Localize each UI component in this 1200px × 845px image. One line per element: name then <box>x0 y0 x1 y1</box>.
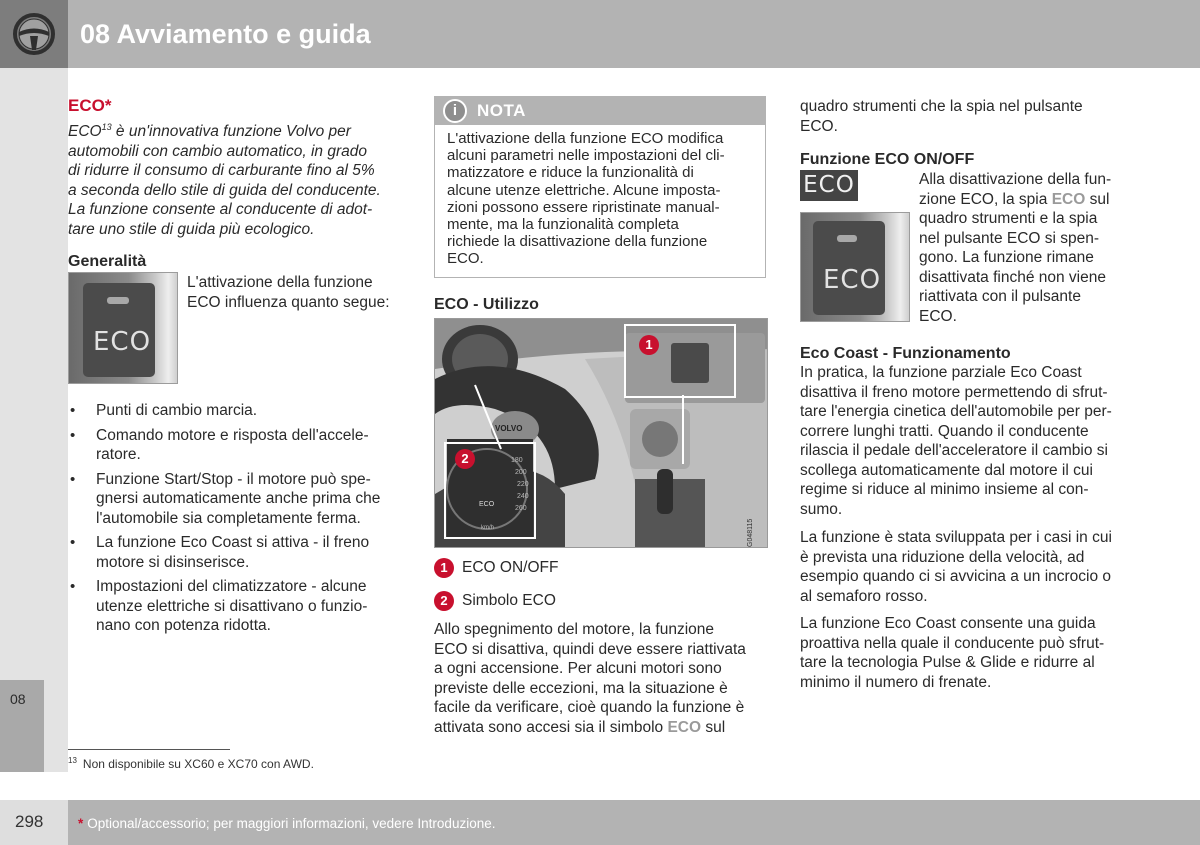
use-heading: ECO - Utilizzo <box>434 296 539 313</box>
gauge-speed: 240 <box>517 493 529 500</box>
note-body <box>435 125 765 268</box>
onoff-text <box>919 170 1149 326</box>
volvo-logo: VOLVO <box>495 424 523 433</box>
legend-marker-1: 1 <box>434 558 454 578</box>
footnote-ref[interactable]: 13 <box>101 121 112 132</box>
footnote-text: Non disponibile su XC60 e XC70 con AWD. <box>82 757 314 771</box>
note-line: matizzatore e riduce la funzionalità di <box>447 164 694 182</box>
paragraph-line: ECO. <box>919 307 957 325</box>
note-line: alcune utenze elettriche. Alcune imposta- <box>447 181 721 199</box>
intro-line: di ridurre il consumo di carburante fino al 5% <box>68 162 375 179</box>
paragraph-line: ECO si disattiva, quindi deve essere riattivata <box>434 640 746 658</box>
list-line: nano con potenza ridotta. <box>96 617 271 634</box>
paragraph-line: correre lunghi tratti. Quando il conducente <box>800 422 1089 440</box>
list-line: motore si disinserisce. <box>96 553 250 571</box>
intro-line: automobili con cambio automatico, in grado <box>68 142 367 160</box>
paragraph-line: nel pulsante ECO si spen- <box>919 229 1100 247</box>
coast-heading: Eco Coast - Funzionamento <box>800 345 1011 362</box>
intro-line: tare uno stile di guida più ecologico. <box>68 220 315 238</box>
gauge-speed: 200 <box>515 469 527 476</box>
general-heading: Generalità <box>68 253 147 270</box>
paragraph-line: rilascia il pedale dell'acceleratore il cambio si <box>800 442 1108 459</box>
list-line: l'automobile sia completamente ferma. <box>96 509 361 527</box>
eco-intro <box>68 122 408 239</box>
list-item <box>68 401 408 421</box>
footer-note-text: Optional/accessorio; per maggiori informazioni, vedere Introduzione. <box>87 816 496 831</box>
paragraph-line: Alla disattivazione della fun- <box>919 171 1112 188</box>
note-line: alcuni parametri nelle impostazioni del cli- <box>447 147 725 165</box>
legend-label-1: ECO ON/OFF <box>462 559 559 577</box>
note-line: richiede la disattivazione della funzione <box>447 233 708 251</box>
paragraph-text: sul <box>701 718 726 736</box>
coast-paragraph-2 <box>800 528 1150 606</box>
eco-button-led <box>837 235 857 242</box>
list-line: • Punti di cambio marcia. <box>96 402 258 419</box>
paragraph-line: Allo spegnimento del motore, la funzione <box>434 621 715 638</box>
continued-text <box>800 97 1140 136</box>
paragraph-line: In pratica, la funzione parziale Eco Coast <box>800 364 1082 381</box>
list-item <box>68 426 408 465</box>
list-line: utenze elettriche si disattivano o funzio- <box>96 597 368 615</box>
eco-button-led <box>107 297 129 304</box>
paragraph-line: quadro strumenti che la spia nel pulsante <box>800 98 1083 115</box>
paragraph-line: riattivata con il pulsante <box>919 288 1081 305</box>
legend-item-2 <box>434 591 556 611</box>
general-text-line: L'attivazione della funzione <box>187 274 373 291</box>
paragraph-line: facile da verificare, cioè quando la funzione è <box>434 699 745 716</box>
list-line: • Funzione Start/Stop - il motore può spe- <box>96 470 371 488</box>
note-header <box>435 97 765 125</box>
gauge-unit: km/h <box>481 525 495 531</box>
list-item <box>68 533 408 572</box>
marker-1: 1 <box>639 335 659 355</box>
general-text <box>187 273 390 312</box>
paragraph-text: sul <box>1085 190 1110 208</box>
list-line: • Impostazioni del climatizzatore - alcune <box>96 578 367 595</box>
note-line: zioni possono essere ripristinate manual- <box>447 198 720 216</box>
paragraph-text: zione ECO, la spia <box>919 190 1052 208</box>
list-item <box>68 577 408 636</box>
list-line: ratore. <box>96 446 141 463</box>
footnote-number: 13 <box>68 756 77 765</box>
paragraph-line <box>919 190 1149 210</box>
intro-eco: ECO <box>68 123 102 140</box>
paragraph-line: sumo. <box>800 500 843 518</box>
coast-paragraph-3 <box>800 614 1150 692</box>
intro-line: a seconda dello stile di guida del conducente. <box>68 181 381 199</box>
legend-item-1 <box>434 558 558 578</box>
paragraph-line: previste delle eccezioni, ma la situazione è <box>434 679 728 697</box>
note-line: L'attivazione della funzione ECO modifica <box>447 130 724 147</box>
side-margin <box>0 68 68 772</box>
paragraph-line: La funzione Eco Coast consente una guida <box>800 615 1096 632</box>
paragraph-line: ECO. <box>800 117 838 135</box>
list-line: • La funzione Eco Coast si attiva - il freno <box>96 534 370 551</box>
eco-button-label: ECO <box>823 265 882 295</box>
general-text-line: ECO influenza quanto segue: <box>187 293 390 311</box>
footer-note <box>78 814 495 834</box>
note-line: ECO. <box>447 250 484 268</box>
marker-2: 2 <box>455 449 475 469</box>
list-item <box>68 470 408 529</box>
note-line: mente, ma la funzionalità completa <box>447 216 679 234</box>
list-line: • Comando motore e risposta dell'accele- <box>96 426 369 444</box>
paragraph-text: attivata sono accesi sia il simbolo <box>434 718 668 736</box>
paragraph-line: gono. La funzione rimane <box>919 249 1094 266</box>
eco-heading-star: * <box>104 96 112 115</box>
eco-symbol-text: ECO <box>667 718 702 736</box>
eco-button-image <box>68 272 178 384</box>
paragraph-line: quadro strumenti e la spia <box>919 210 1098 227</box>
paragraph-line: tare la tecnologia Pulse & Glide e ridurre al <box>800 654 1095 671</box>
paragraph-line: disattiva il freno motore permettendo di sfrut- <box>800 383 1108 401</box>
dashboard-illustration <box>434 318 768 548</box>
paragraph-line: tare l'energia cinetica dell'automobile per per- <box>800 403 1112 420</box>
gauge-eco-symbol: ECO <box>479 501 495 508</box>
paragraph-line <box>434 718 774 738</box>
intro-line <box>68 122 408 142</box>
coast-paragraph-1 <box>800 363 1150 519</box>
note-title: NOTA <box>477 101 526 120</box>
intro-line: La funzione consente al conducente di adot- <box>68 201 373 218</box>
eco-symbol-text: ECO <box>1051 190 1086 208</box>
paragraph-line: proattiva nella quale il conducente può sfrut- <box>800 634 1105 652</box>
gauge-speed: 220 <box>517 481 529 488</box>
footer-star: * <box>78 816 84 831</box>
footnote-divider <box>68 749 230 750</box>
paragraph-line: esempio quando ci si avvicina a un incrocio o <box>800 568 1112 585</box>
figure-code: G048115 <box>747 518 754 547</box>
steering-wheel-icon <box>12 12 56 56</box>
gauge-speed: 260 <box>515 505 527 512</box>
paragraph-line: regime si riduce al minimo insieme al con- <box>800 481 1089 498</box>
chapter-tab-label: 08 <box>10 691 26 707</box>
eco-button-label: ECO <box>93 327 152 357</box>
eco-button-image <box>800 212 910 322</box>
page-title: 08 Avviamento e guida <box>80 19 371 49</box>
footnote <box>68 755 314 775</box>
paragraph-line: scollega automaticamente dal motore il cui <box>800 461 1093 479</box>
paragraph-line: al semaforo rosso. <box>800 587 928 605</box>
intro-text: è un'innovativa funzione Volvo per <box>111 123 351 140</box>
eco-symbol-badge: ECO <box>800 170 858 201</box>
onoff-heading: Funzione ECO ON/OFF <box>800 151 975 168</box>
page-number: 298 <box>15 812 44 831</box>
paragraph-line: è prevista una riduzione della velocità, ad <box>800 548 1085 566</box>
shutdown-paragraph <box>434 620 774 737</box>
paragraph-line: La funzione è stata sviluppata per i casi in cui <box>800 529 1112 546</box>
legend-marker-2: 2 <box>434 591 454 611</box>
list-line: gnersi automaticamente anche prima che <box>96 490 381 507</box>
paragraph-line: a ogni accensione. Per alcuni motori sono <box>434 660 722 677</box>
note-box <box>434 96 766 278</box>
paragraph-line: disattivata finché non viene <box>919 268 1106 286</box>
legend-label-2: Simbolo ECO <box>462 592 556 610</box>
info-icon: i <box>443 99 467 123</box>
eco-heading-text: ECO <box>68 96 105 115</box>
gauge-speed: 180 <box>511 457 523 464</box>
effects-list <box>68 401 408 641</box>
paragraph-line: minimo il numero di frenate. <box>800 673 992 691</box>
eco-heading <box>68 96 111 116</box>
